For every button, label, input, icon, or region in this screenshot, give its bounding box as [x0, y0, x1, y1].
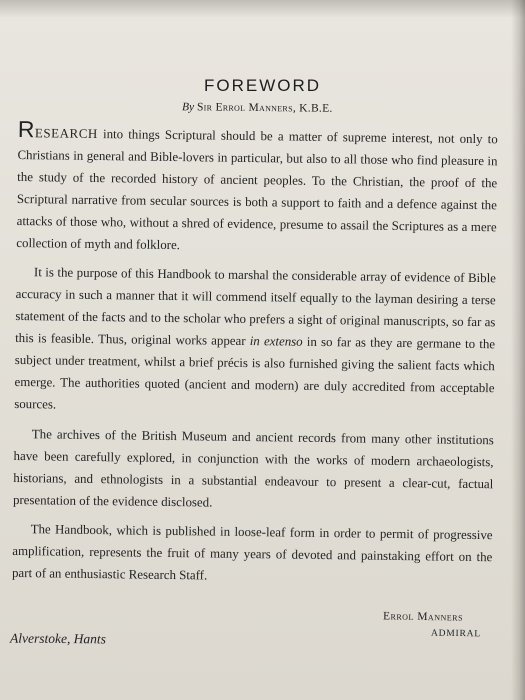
paragraph-2-italic: in extenso: [249, 334, 303, 349]
byline-author: Sir Errol Manners, K.B.E.: [196, 101, 333, 115]
signature-name: Errol Manners: [382, 610, 464, 624]
paragraph-3: The archives of the British Museum and ancient records from many other institutions have been carefully explored, in conjunction with the works of modern archaeologists, historians, and ethnologists in a substantial endeavour to present a clear-cut, factual presentation of the evidence disclosed.: [12, 426, 494, 510]
drop-cap: R: [17, 116, 36, 143]
page-top-shadow: [0, 0, 525, 18]
paragraph-2: [14, 262, 496, 422]
byline-prefix: By: [181, 101, 195, 114]
paragraph-1: [16, 118, 498, 261]
signature-rank: ADMIRAL: [430, 628, 482, 640]
place-line: Alverstoke, Hants: [9, 630, 107, 647]
paragraph-2-text-b: in so far as they are germane to the subject under treatment, whilst a brief précis is also furnished giving the salient facts which emerge. The authorities quoted (ancient and modern) are duly accredited from acceptable sources.: [14, 334, 496, 412]
paragraph-1-text: into things Scriptural should be a matter of supreme interest, not only to Christians in general and Bible-lovers in particular, but also to all those who find pleasure in the study of the recorded history of ancient peoples. To the Christian, the proof of the Scriptural narrative from secular sources is both a support to faith and a defence against the attacks of those who, without a shred of evidence, presume to assail the Scriptures as a mere collection of myth and folklore.: [16, 127, 498, 252]
lead-smallcaps: ESEARCH: [34, 126, 98, 142]
paragraph-4: The Handbook, which is published in loose-leaf form in order to permit of progressive amplification, represents the fruit of many years of devoted and painstaking effort on the part of an enthusiastic Research Staff.: [11, 522, 493, 583]
byline: [182, 101, 333, 115]
paragraph-2-text-a: It is the purpose of this Handbook to marshal the considerable array of evidence of Bible accuracy in such a manner that it will commend itself equally to the layman desiring a terse statement of the facts and to the scholar who prefers a sight of original manuscripts, so far as this is feasible. Thus, original works appear: [15, 265, 497, 349]
page-title: FOREWORD: [203, 76, 322, 95]
foreword-body: [12, 118, 498, 599]
page-right-edge: [511, 0, 525, 700]
